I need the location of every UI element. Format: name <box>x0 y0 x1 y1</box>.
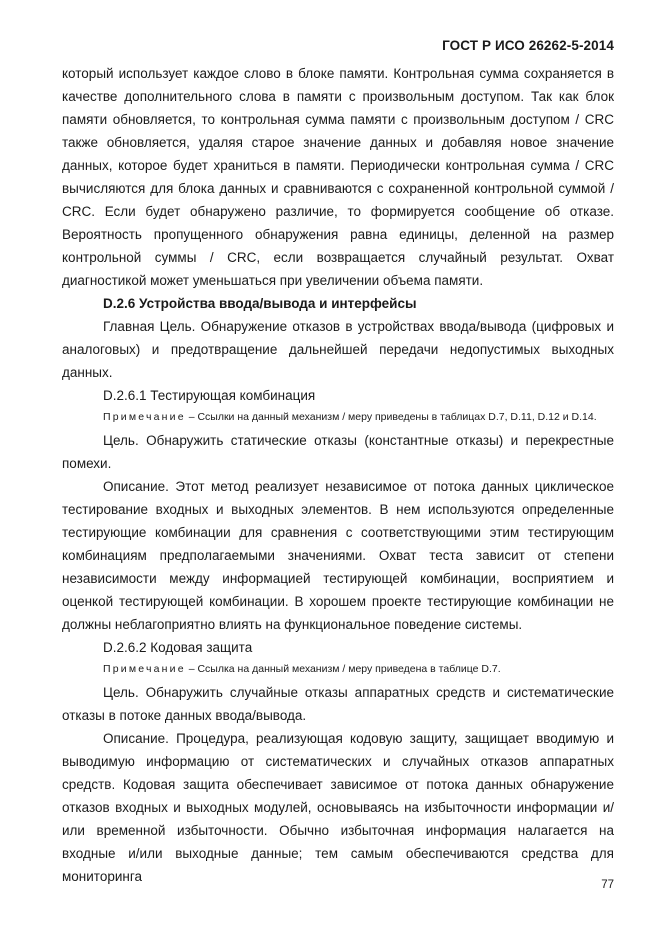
document-header: ГОСТ Р ИСО 26262-5-2014 <box>442 38 614 53</box>
note-d262 <box>62 660 614 679</box>
note-d261 <box>62 408 614 427</box>
paragraph-aim-d261: Цель. Обнаружить статические отказы (константные отказы) и перекрестные помехи. <box>62 433 614 471</box>
note-label: Примечание <box>103 663 186 675</box>
paragraph-aim-d262: Цель. Обнаружить случайные отказы аппаратных средств и систематические отказы в потоке данных ввода/вывода. <box>62 685 614 723</box>
paragraph-main-goal: Главная Цель. Обнаружение отказов в устройствах ввода/вывода (цифровых и аналоговых) и предотвращение дальнейшей передачи недопустимых выходных данных. <box>62 319 614 380</box>
subsection-heading-d262: D.2.6.2 Кодовая защита <box>103 640 253 655</box>
note-text: – Ссылки на данный механизм / меру приведены в таблицах D.7, D.11, D.12 и D.14. <box>185 411 597 423</box>
section-heading-d26: D.2.6 Устройства ввода/вывода и интерфейсы <box>103 296 417 311</box>
page-number: 77 <box>601 879 614 891</box>
paragraph-description-d262: Описание. Процедура, реализующая кодовую защиту, защищает вводимую и выводимую информацию от систематических и случайных отказов аппаратных средств. Кодовая защита обеспечивает зависимое от потока данных обнаружение отказов входных и выходных модулей, основываясь на избыточности информации и/или временной избыточности. Обычно избыточная информация налагается на входные и/или выходные данные; тем самым обеспечиваются средства для мониторинга <box>62 731 614 884</box>
paragraph-description-d261: Описание. Этот метод реализует независимое от потока данных циклическое тестирование входных и выходных элементов. В нем используются определенные тестирующие комбинации для сравнения с соответствующими этим тестирующим комбинациям предполагаемыми значениями. Охват теста зависит от степени независимости между информацией тестирующей комбинации, восприятием и оценкой тестирующей комбинации. В хорошем проекте тестирующие комбинации не должны неблагоприятно влиять на функциональное поведение системы. <box>62 479 614 632</box>
paragraph-checksum-continuation: который использует каждое слово в блоке памяти. Контрольная сумма сохраняется в качестве дополнительного слова в памяти с произвольным доступом. Так как блок памяти обновляется, то контрольная сумма памяти с произвольным доступом / CRC также обновляется, удаляя старое значение данных и добавляя новое значение данных, которое будет храниться в памяти. Периодически контрольная сумма / CRC вычисляются для блока данных и сравниваются с сохраненной контрольной суммой / CRC. Если будет обнаружено различие, то формируется сообщение об отказе. Вероятность пропущенного обнаружения равна единицы, деленной на размер контрольной суммы / CRC, если возвращается случайный результат. Охват диагностикой может уменьшаться при увеличении объема памяти. <box>62 66 614 288</box>
note-label: Примечание <box>103 411 186 423</box>
page-body <box>62 62 614 888</box>
subsection-heading-d261: D.2.6.1 Тестирующая комбинация <box>103 388 316 403</box>
note-text: – Ссылка на данный механизм / меру приведена в таблице D.7. <box>185 663 501 675</box>
